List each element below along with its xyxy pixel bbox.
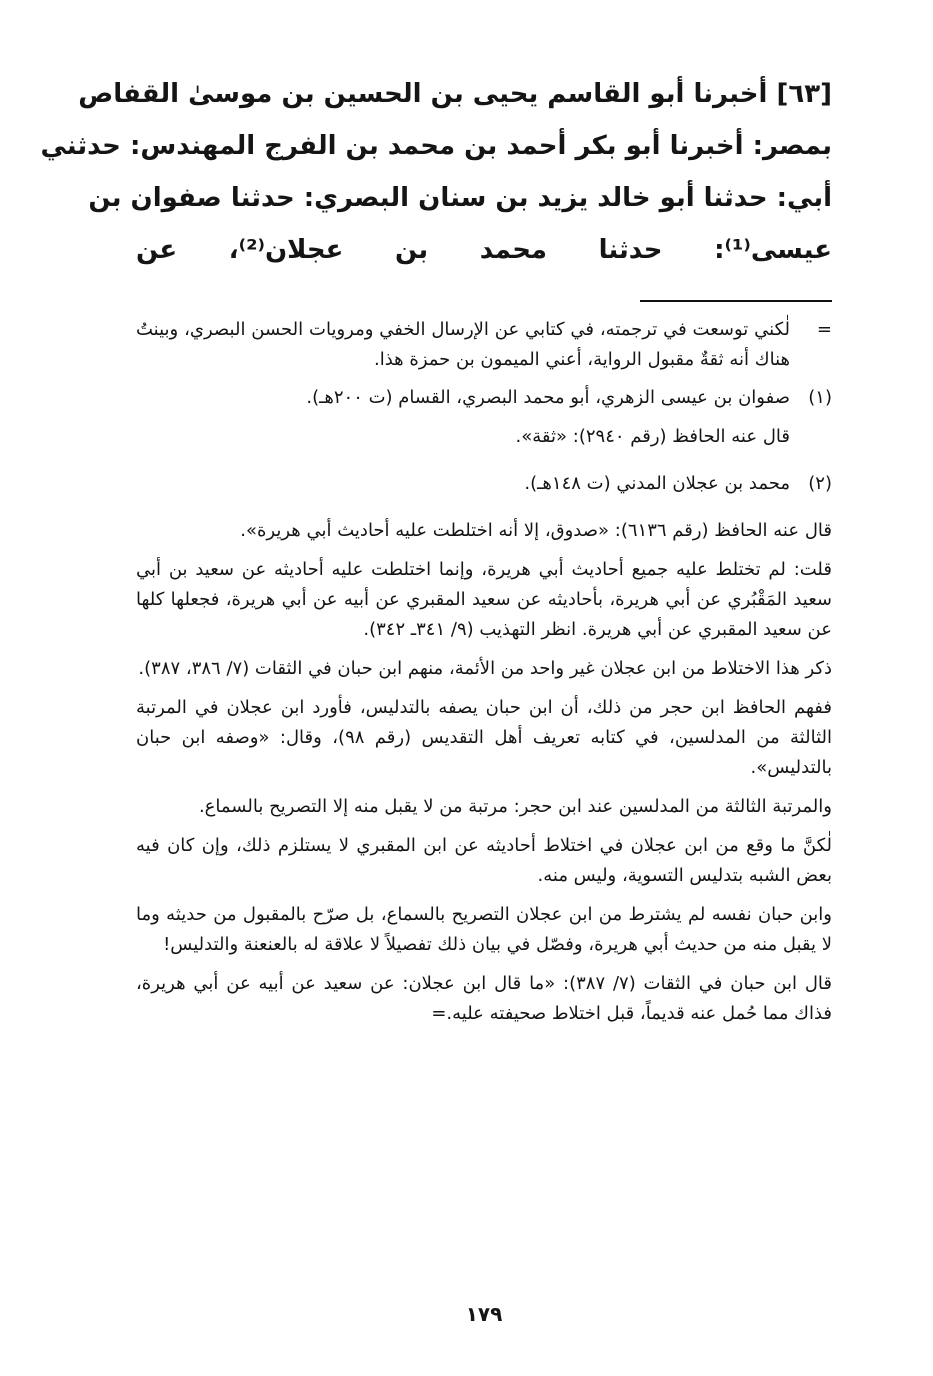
footnote-2-paragraph: وابن حبان نفسه لم يشترط من ابن عجلان التصريح بالسماع، بل صرّح بالمقبول من حديثه وما لا يقبل منه من حديث أبي هريرة، وفصّل في بيان ذلك تفصيلاً لا علاقة له بالعنعنة والتدليس!: [136, 904, 832, 955]
continuation-marker: =: [816, 319, 832, 340]
footnote-2-paragraph: والمرتبة الثالثة من المدلسين عند ابن حجر: مرتبة من لا يقبل منه إلا التصريح بالسماع.: [198, 796, 832, 817]
footnote-2-paragraph: لٰكنَّ ما وقع من ابن عجلان في اختلاط أحاديثه عن ابن المقبري لا يستلزم ذلك، وإن كان فيه بعض الشبه بتدليس التسوية، وليس منه.: [136, 835, 832, 886]
footnote-1-body: [136, 383, 790, 461]
footnotes: [136, 315, 832, 1038]
continuation-text: لٰكني توسعت في ترجمته، في كتابي عن الإرسال الخفي ومرويات الحسن البصري، وبينتُ هناك أنه ثقةٌ مقبول الرواية، أعني الميمون بن حمزة هذا.: [136, 319, 790, 370]
footnote-2-paragraph: قال عنه الحافظ (رقم ٦١٣٦): «صدوق، إلا أنه اختلطت عليه أحاديث أبي هريرة».: [240, 520, 832, 541]
main-text-block: [40, 68, 833, 276]
book-page: [40, 68, 833, 1328]
footnote-2-marker: (٢): [808, 473, 832, 494]
footnote-2-paragraph: قلت: لم تختلط عليه جميع أحاديث أبي هريرة، وإنما اختلطت عليه أحاديثه عن سعيد بن أبي سعيد المَقْبُري عن أبي هريرة، بأحاديثه عن سعيد المقبري عن أبيه عن أبي هريرة، فجعلها كلها عن سعيد المقبري عن أبي هريرة. انظر التهذيب (٩/ ٣٤١ـ ٣٤٢).: [136, 559, 832, 640]
footnote-2-paragraph: قال ابن حبان في الثقات (٧/ ٣٨٧): «ما قال ابن عجلان: عن سعيد عن أبيه عن أبي هريرة، فذاك مما حُمل عنه قديماً، قبل اختلاط صحيفته عليه.=: [136, 973, 832, 1024]
main-text-line: أبي: حدثنا أبو خالد يزيد بن سنان البصري: حدثنا صفوان بن: [88, 183, 832, 213]
main-text-line: عيسى⁽¹⁾: حدثنا محمد بن عجلان⁽²⁾، عن: [136, 235, 833, 265]
footnote-2-paragraph: ففهم الحافظ ابن حجر من ذلك، أن ابن حبان يصفه بالتدليس، فأورد ابن عجلان في المرتبة الثالثة من المدلسين، في كتابه تعريف أهل التقديس (رقم ٩٨)، وقال: «وصفه ابن حبان بالتدليس».: [136, 697, 832, 778]
main-text-line: بمصر: أخبرنا أبو بكر أحمد بن محمد بن الفرج المهندس: حدثني: [40, 131, 832, 161]
footnote-1: [136, 383, 832, 461]
footnote-1-marker: (١): [808, 387, 832, 408]
footnote-1-line-1: صفوان بن عيسى الزهري، أبو محمد البصري، القسام (ت ٢٠٠هـ).: [306, 387, 790, 408]
footnote-2-paragraph: ذكر هذا الاختلاط من ابن عجلان غير واحد من الأئمة، منهم ابن حبان في الثقات (٧/ ٣٨٦، ٣٨٧).: [138, 658, 832, 679]
footnote-2-line-1: محمد بن عجلان المدني (ت ١٤٨هـ).: [524, 473, 790, 494]
footnote-separator: [640, 300, 832, 302]
footnote-2: [136, 469, 832, 508]
footnote-continuation: [136, 315, 832, 375]
footnote-2-body: [136, 469, 790, 508]
main-text-line: [٦٣] أخبرنا أبو القاسم يحيى بن الحسين بن موسىٰ القفاص: [78, 79, 832, 109]
footnote-1-line-2: قال عنه الحافظ (رقم ٢٩٤٠): «ثقة».: [515, 426, 790, 447]
page-number: ١٧٩: [465, 1302, 503, 1326]
